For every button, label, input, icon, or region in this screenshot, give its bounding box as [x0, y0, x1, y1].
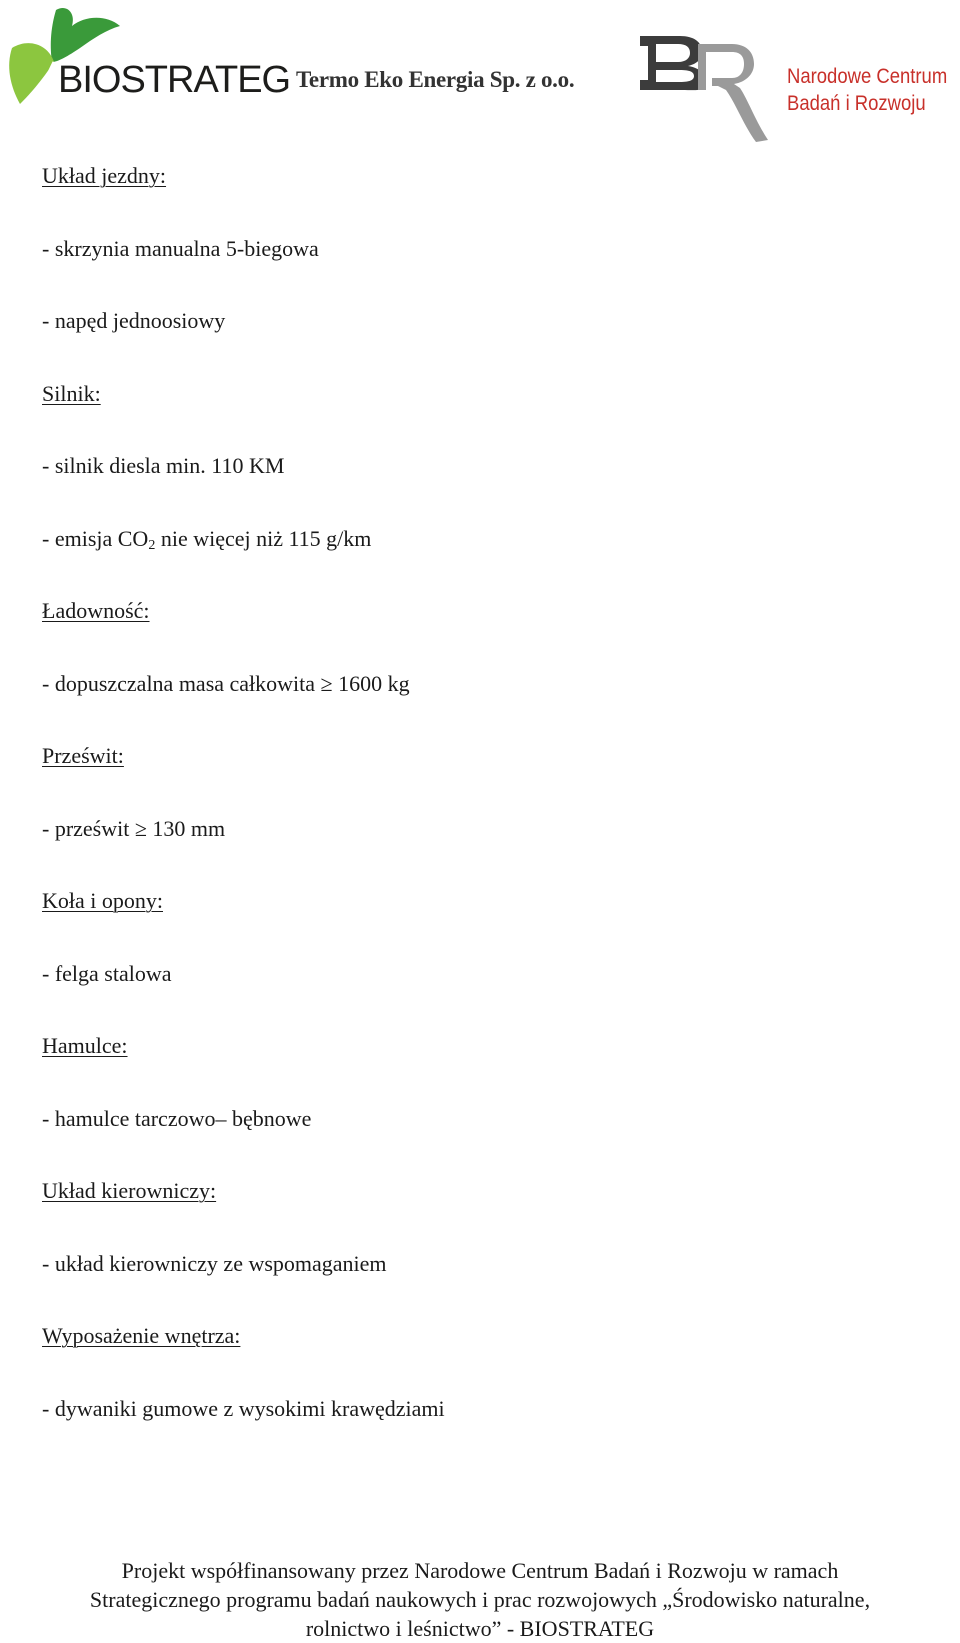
spec-item-emisja: - emisja $CO_2$ nie więcej niż 115 g/km: [42, 525, 372, 553]
spec-item-dywaniki: - dywaniki gumowe z wysokimi krawędziami: [42, 1395, 445, 1421]
spec-item-masa: - dopuszczalna masa całkowita ≥ 1600 kg: [42, 670, 410, 696]
page-header: [0, 0, 960, 150]
biostrateg-wordmark: BIOSTRATEG: [58, 59, 291, 101]
specification-body: [42, 163, 922, 1468]
ncbr-br-emblem-icon: [632, 30, 782, 150]
ncbr-logo: [632, 30, 960, 150]
section-heading-kola-opony: Koła i opony:: [42, 888, 163, 913]
ncbr-name-line1: Narodowe Centrum: [787, 65, 948, 88]
spec-item-przeswit: - prześwit ≥ 130 mm: [42, 815, 226, 841]
section-heading-uklad-kierowniczy: Układ kierowniczy:: [42, 1178, 217, 1203]
section-heading-silnik: Silnik:: [42, 380, 101, 406]
spec-item-skrzynia: - skrzynia manualna 5-biegowa: [42, 235, 319, 261]
spec-item-felga: - felga stalowa: [42, 960, 172, 986]
footer-line-1: Projekt współfinansowany przez Narodowe Centrum Badań i Rozwoju w ramach: [121, 1558, 839, 1583]
section-heading-ladownosc: Ładowność:: [42, 598, 150, 623]
spec-item-kierowniczy: - układ kierowniczy ze wspomaganiem: [42, 1250, 387, 1276]
spec-item-silnik-diesla: - silnik diesla min. 110 KM: [42, 453, 285, 478]
spec-item-hamulce: - hamulce tarczowo– bębnowe: [42, 1105, 312, 1131]
footer-line-3: rolnictwo i leśnictwo” - BIOSTRATEG: [305, 1616, 655, 1641]
section-heading-wyposazenie: Wyposażenie wnętrza:: [42, 1323, 241, 1348]
ncbr-name-line2: Badań i Rozwoju: [787, 92, 926, 115]
biostrateg-logo: [6, 4, 291, 110]
ncbr-name: [787, 63, 947, 117]
footer-line-2: Strategicznego programu badań naukowych i prac rozwojowych „Środowisko naturalne,: [89, 1587, 871, 1612]
section-heading-przeswit: Prześwit:: [42, 743, 124, 768]
section-heading-uklad-jezdny: Układ jezdny:: [42, 163, 167, 188]
page-footer: [0, 1556, 960, 1643]
section-heading-hamulce: Hamulce:: [42, 1033, 128, 1058]
termo-eko-energia-logo: Termo Eko Energia Sp. z o.o.: [296, 67, 575, 92]
spec-item-naped: - napęd jednoosiowy: [42, 308, 226, 333]
